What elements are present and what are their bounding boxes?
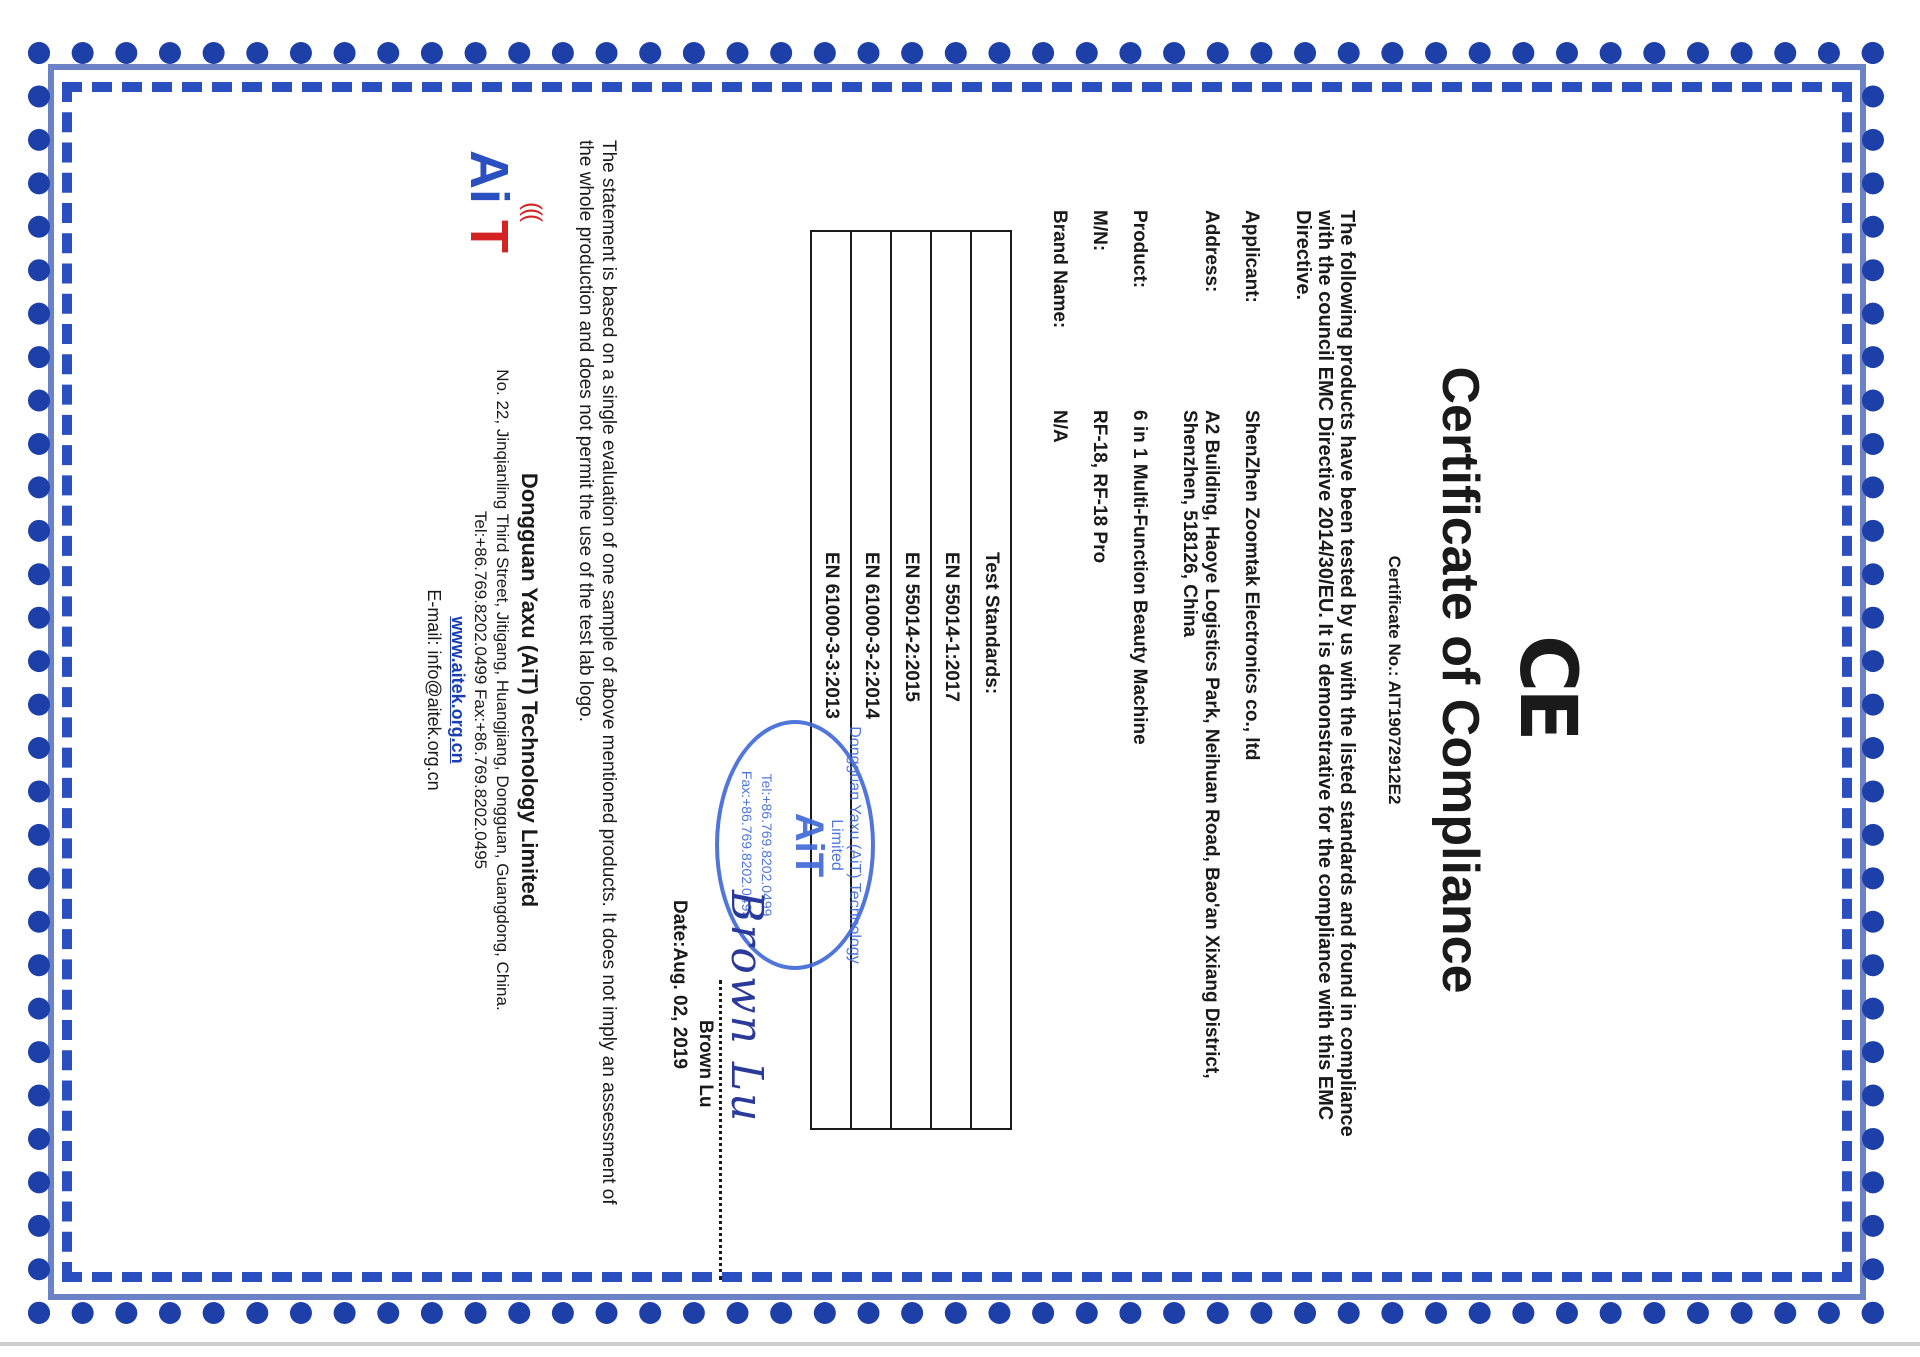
- stamp-tel: Tel:+86.769.8202.0499: [759, 773, 775, 917]
- product-value: 6 in 1 Multi-Function Beauty Machine: [1129, 410, 1150, 745]
- model-label: M/N:: [1089, 210, 1110, 252]
- logo-t: T: [459, 220, 519, 253]
- ce-mark: CE: [1502, 635, 1592, 738]
- signature-line: [719, 980, 722, 1280]
- company-email: E-mail: info@aitek.org.cn: [424, 589, 444, 791]
- signal-waves-icon: (((: [519, 202, 546, 220]
- applicant-value: ShenZhen Zoomtak Electronics co., ltd: [1241, 410, 1262, 761]
- logo-ai: Ai: [459, 150, 519, 204]
- model-value: RF-18, RF-18 Pro: [1089, 410, 1110, 564]
- stamp-company: Dongguan Yaxu (AiT) Technology Limited: [828, 726, 863, 964]
- product-label: Product:: [1129, 210, 1150, 289]
- table-cell: Test Standards:: [971, 231, 1011, 1129]
- scan-edge-line: [0, 1342, 1920, 1346]
- issue-date: Date:Aug. 02, 2019: [669, 900, 690, 1069]
- stamp-fax: Fax:+86.769.8202.0495: [739, 770, 755, 920]
- table-cell: EN 55014-2:2015: [891, 231, 931, 1129]
- table-cell: EN 61000-3-2:2014: [851, 231, 891, 1129]
- applicant-label: Applicant:: [1241, 210, 1262, 303]
- table-row: [851, 231, 891, 1129]
- stamp-logo: AiT: [787, 812, 831, 878]
- address-value: A2 Building, Haoye Logistics Park, Neihuan Road, Bao'an Xixiang District, Shenzhen, 518126, China: [1179, 410, 1222, 1079]
- table-row: [931, 231, 971, 1129]
- certificate-title: Certificate of Compliance: [1431, 366, 1489, 994]
- table-row: [891, 231, 931, 1129]
- signature: Brown Lu: [721, 890, 772, 1124]
- signer-name: Brown Lu: [695, 1020, 716, 1108]
- company-phone: Tel:+86.769.8202.0499 Fax:+86.769.8202.0495: [471, 510, 490, 870]
- intro-text: The following products have been tested by us with the listed standards and found in compliance with the council EMC Directive 2014/30/EU. It is demonstrative for the compliance with this EMC Directive.: [1292, 210, 1358, 1137]
- statement-text: The statement is based on a single evaluation of one sample of above mentioned products. It does not imply an assessment of the whole production and does not permit the use of the test lab logo.: [575, 140, 619, 1205]
- table-cell: EN 61000-3-3:2013: [811, 231, 851, 1129]
- brand-value: N/A: [1049, 410, 1070, 443]
- standards-table: [810, 230, 1012, 1130]
- table-row: [971, 231, 1011, 1129]
- company-website-link[interactable]: www.aitek.org.cn: [448, 616, 468, 764]
- table-cell: EN 55014-1:2017: [931, 231, 971, 1129]
- address-label: Address:: [1201, 210, 1222, 293]
- brand-label: Brand Name:: [1049, 210, 1070, 329]
- certificate-page: [310, 120, 1620, 1240]
- table-row: [811, 231, 851, 1129]
- company-name: Dongguan Yaxu (AiT) Technology Limited: [517, 472, 542, 908]
- certificate-number: Certificate No.: AIT19072912E2: [1385, 555, 1404, 805]
- company-address: No. 22, Jinqianling Third Street, Jitigang, Huangjiang, Dongguan, Guangdong, China.: [493, 369, 512, 1011]
